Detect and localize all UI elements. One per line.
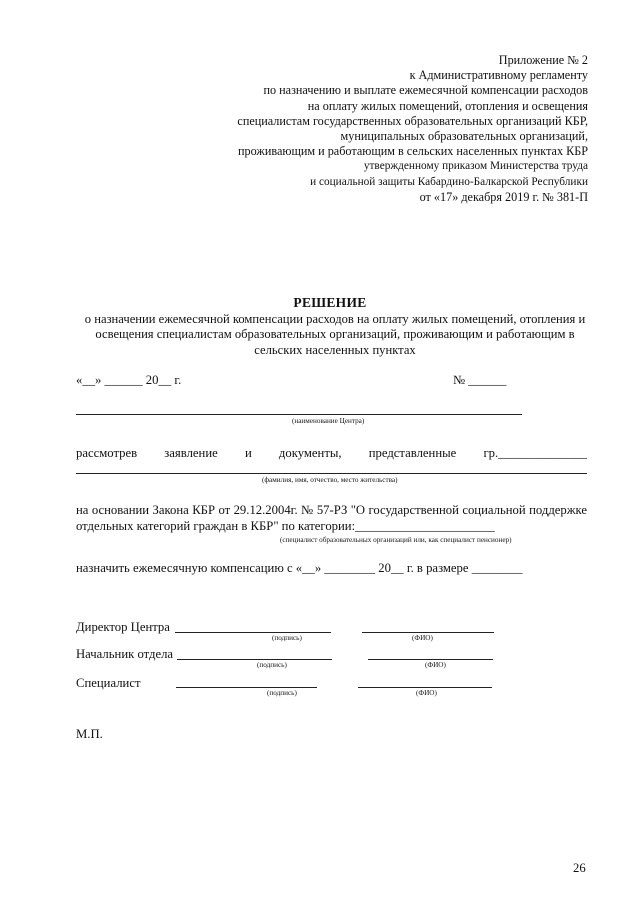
signature-line (176, 687, 317, 688)
appendix-header (168, 53, 588, 205)
basis-paragraph: на основании Закона КБР от 29.12.2004г. № 57-РЗ "О государственной социальной поддержке отдельных категорий граждан в КБР" по категории:______________________ (76, 503, 587, 533)
applicant-line (76, 473, 587, 474)
considered-word: и (244, 446, 252, 460)
considered-word: заявление (164, 446, 218, 460)
header-line: муниципальных образовательных организаций, (340, 129, 588, 144)
assign-text: назначить ежемесячную компенсацию с «__» ________ 20__ г. в размере ________ (76, 561, 523, 575)
header-line: Приложение № 2 (498, 53, 588, 67)
applicant-caption: (фамилия, имя, отчество, место жительства) (262, 476, 398, 484)
header-line: по назначению и выплате ежемесячной компенсации расходов (263, 83, 588, 98)
decision-number: № ______ (453, 373, 507, 387)
considered-row (76, 446, 587, 461)
header-line: проживающим и работающим в сельских населенных пунктах КБР (238, 144, 588, 159)
header-line: на оплату жилых помещений, отопления и освещения (307, 98, 588, 113)
page-number: 26 (573, 861, 586, 875)
signature-role: Специалист (76, 676, 141, 690)
considered-word: гр.______________ (483, 446, 587, 460)
document-title: РЕШЕНИЕ (293, 295, 367, 310)
center-name-line (76, 414, 522, 415)
signature-caption: (подпись) (257, 661, 287, 669)
center-name-caption: (наименование Центра) (292, 417, 365, 425)
fio-caption: (ФИО) (412, 634, 433, 642)
header-line: от «17» декабря 2019 г. № 381-П (419, 189, 588, 204)
considered-word: рассмотрев (76, 446, 138, 460)
category-caption: (специалист образовательных организаций или, как специалист пенсионер) (280, 536, 512, 544)
signature-caption: (подпись) (267, 689, 297, 697)
decision-date: «__» ______ 20__ г. (76, 373, 182, 387)
signature-line (177, 659, 332, 660)
subtitle-line: освещения специалистам образовательных организаций, проживающим и работающим в (95, 327, 575, 342)
fio-caption: (ФИО) (425, 661, 446, 669)
signature-role: Начальник отдела (76, 647, 174, 661)
subtitle-line: сельских населенных пунктах (254, 342, 416, 357)
header-line: утвержденному приказом Министерства труда (363, 160, 588, 173)
stamp-place: М.П. (76, 727, 103, 741)
header-line: и социальной защиты Кабардино-Балкарской Республики (310, 175, 588, 188)
header-line: к Административному регламенту (409, 68, 588, 83)
fio-caption: (ФИО) (416, 689, 437, 697)
signature-line (175, 632, 331, 633)
subtitle-line: о назначении ежемесячной компенсации расходов на оплату жилых помещений, отопления и (84, 312, 586, 326)
considered-word: представленные (368, 446, 457, 460)
header-line: специалистам государственных образовательных организаций КБР, (237, 113, 588, 128)
fio-line (368, 659, 493, 660)
fio-line (362, 632, 494, 633)
fio-line (358, 687, 492, 688)
signature-caption: (подпись) (272, 634, 302, 642)
considered-word: документы, (278, 446, 342, 460)
signature-role: Директор Центра (76, 620, 170, 634)
document-subtitle (70, 312, 600, 358)
